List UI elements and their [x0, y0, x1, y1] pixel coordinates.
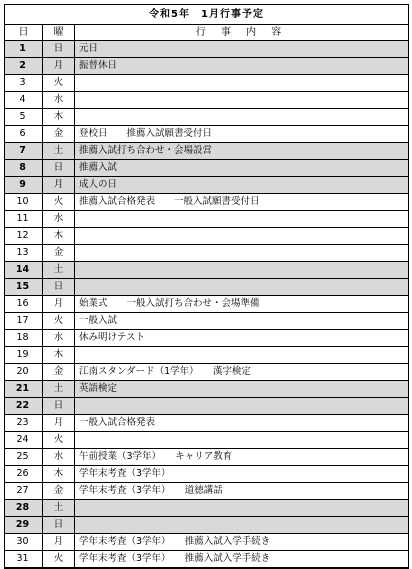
- weekday-cell: 火: [43, 432, 75, 449]
- event-cell: 学年末考査（3学年） 道徳講話: [75, 483, 409, 500]
- weekday-cell: 土: [43, 381, 75, 398]
- table-row: [5, 449, 409, 466]
- event-cell: 英語検定: [75, 381, 409, 398]
- day-cell: 4: [5, 92, 43, 109]
- table-row: [5, 551, 409, 569]
- event-cell: [75, 109, 409, 126]
- day-cell: 9: [5, 177, 43, 194]
- table-row: [5, 126, 409, 143]
- weekday-cell: 月: [43, 296, 75, 313]
- event-cell: [75, 432, 409, 449]
- day-cell: 23: [5, 415, 43, 432]
- event-cell: 江南スタンダード（1学年） 漢字検定: [75, 364, 409, 381]
- table-row: [5, 398, 409, 415]
- table-row: [5, 347, 409, 364]
- table-row: [5, 194, 409, 211]
- header-day: 日: [5, 25, 43, 41]
- weekday-cell: 水: [43, 449, 75, 466]
- table-row: [5, 41, 409, 58]
- event-cell: [75, 279, 409, 296]
- event-cell: 休み明けテスト: [75, 330, 409, 347]
- table-row: [5, 330, 409, 347]
- weekday-cell: 日: [43, 398, 75, 415]
- event-cell: [75, 398, 409, 415]
- weekday-cell: 火: [43, 194, 75, 211]
- weekday-cell: 土: [43, 500, 75, 517]
- weekday-cell: 月: [43, 534, 75, 551]
- table-row: [5, 296, 409, 313]
- event-cell: [75, 347, 409, 364]
- event-cell: 推薦入試合格発表 一般入試願書受付日: [75, 194, 409, 211]
- day-cell: 13: [5, 245, 43, 262]
- day-cell: 22: [5, 398, 43, 415]
- day-cell: 16: [5, 296, 43, 313]
- weekday-cell: 月: [43, 177, 75, 194]
- weekday-cell: 木: [43, 109, 75, 126]
- table-row: [5, 75, 409, 92]
- table-row: [5, 534, 409, 551]
- schedule-sheet: [4, 4, 408, 565]
- table-row: [5, 279, 409, 296]
- event-cell: [75, 228, 409, 245]
- weekday-cell: 水: [43, 330, 75, 347]
- event-cell: 振替休日: [75, 58, 409, 75]
- event-cell: [75, 211, 409, 228]
- day-cell: 11: [5, 211, 43, 228]
- day-cell: 20: [5, 364, 43, 381]
- day-cell: 12: [5, 228, 43, 245]
- day-cell: 28: [5, 500, 43, 517]
- weekday-cell: 日: [43, 41, 75, 58]
- event-cell: [75, 262, 409, 279]
- day-cell: 18: [5, 330, 43, 347]
- table-row: [5, 262, 409, 279]
- table-row: [5, 381, 409, 398]
- weekday-cell: 月: [43, 58, 75, 75]
- weekday-cell: 木: [43, 466, 75, 483]
- event-cell: 推薦入試打ち合わせ・会場設営: [75, 143, 409, 160]
- table-row: [5, 160, 409, 177]
- schedule-body: [5, 41, 409, 569]
- weekday-cell: 金: [43, 364, 75, 381]
- weekday-cell: 火: [43, 75, 75, 92]
- day-cell: 30: [5, 534, 43, 551]
- day-cell: 15: [5, 279, 43, 296]
- weekday-cell: 火: [43, 551, 75, 569]
- day-cell: 25: [5, 449, 43, 466]
- header-dow: 曜: [43, 25, 75, 41]
- event-cell: 午前授業（3学年） キャリア教育: [75, 449, 409, 466]
- table-row: [5, 466, 409, 483]
- schedule-table: [4, 4, 409, 569]
- day-cell: 8: [5, 160, 43, 177]
- table-row: [5, 245, 409, 262]
- day-cell: 26: [5, 466, 43, 483]
- weekday-cell: 日: [43, 160, 75, 177]
- event-cell: [75, 517, 409, 534]
- event-cell: 学年末考査（3学年） 推薦入試入学手続き: [75, 551, 409, 569]
- table-row: [5, 432, 409, 449]
- day-cell: 5: [5, 109, 43, 126]
- weekday-cell: 水: [43, 211, 75, 228]
- day-cell: 6: [5, 126, 43, 143]
- table-row: [5, 143, 409, 160]
- day-cell: 7: [5, 143, 43, 160]
- weekday-cell: 金: [43, 483, 75, 500]
- page-title: 令和5年 1月行事予定: [5, 5, 409, 25]
- weekday-cell: 木: [43, 347, 75, 364]
- table-row: [5, 228, 409, 245]
- table-row: [5, 177, 409, 194]
- event-cell: 推薦入試: [75, 160, 409, 177]
- day-cell: 14: [5, 262, 43, 279]
- event-cell: 成人の日: [75, 177, 409, 194]
- table-row: [5, 364, 409, 381]
- table-row: [5, 313, 409, 330]
- weekday-cell: 月: [43, 415, 75, 432]
- event-cell: [75, 245, 409, 262]
- table-row: [5, 415, 409, 432]
- event-cell: [75, 75, 409, 92]
- event-cell: [75, 92, 409, 109]
- event-cell: 一般入試: [75, 313, 409, 330]
- header-content: 行 事 内 容: [75, 25, 409, 41]
- table-row: [5, 517, 409, 534]
- day-cell: 21: [5, 381, 43, 398]
- weekday-cell: 土: [43, 262, 75, 279]
- event-cell: 一般入試合格発表: [75, 415, 409, 432]
- weekday-cell: 土: [43, 143, 75, 160]
- day-cell: 19: [5, 347, 43, 364]
- table-row: [5, 109, 409, 126]
- weekday-cell: 木: [43, 228, 75, 245]
- table-row: [5, 211, 409, 228]
- event-cell: 元日: [75, 41, 409, 58]
- day-cell: 27: [5, 483, 43, 500]
- table-row: [5, 483, 409, 500]
- weekday-cell: 金: [43, 126, 75, 143]
- day-cell: 24: [5, 432, 43, 449]
- header-row: [5, 25, 409, 41]
- event-cell: [75, 500, 409, 517]
- day-cell: 10: [5, 194, 43, 211]
- weekday-cell: 日: [43, 279, 75, 296]
- event-cell: 登校日 推薦入試願書受付日: [75, 126, 409, 143]
- table-row: [5, 58, 409, 75]
- day-cell: 17: [5, 313, 43, 330]
- day-cell: 1: [5, 41, 43, 58]
- event-cell: 学年末考査（3学年）: [75, 466, 409, 483]
- table-row: [5, 92, 409, 109]
- event-cell: 学年末考査（3学年） 推薦入試入学手続き: [75, 534, 409, 551]
- day-cell: 29: [5, 517, 43, 534]
- table-row: [5, 500, 409, 517]
- event-cell: 始業式 一般入試打ち合わせ・会場準備: [75, 296, 409, 313]
- day-cell: 3: [5, 75, 43, 92]
- weekday-cell: 金: [43, 245, 75, 262]
- day-cell: 31: [5, 551, 43, 569]
- weekday-cell: 水: [43, 92, 75, 109]
- day-cell: 2: [5, 58, 43, 75]
- weekday-cell: 火: [43, 313, 75, 330]
- weekday-cell: 日: [43, 517, 75, 534]
